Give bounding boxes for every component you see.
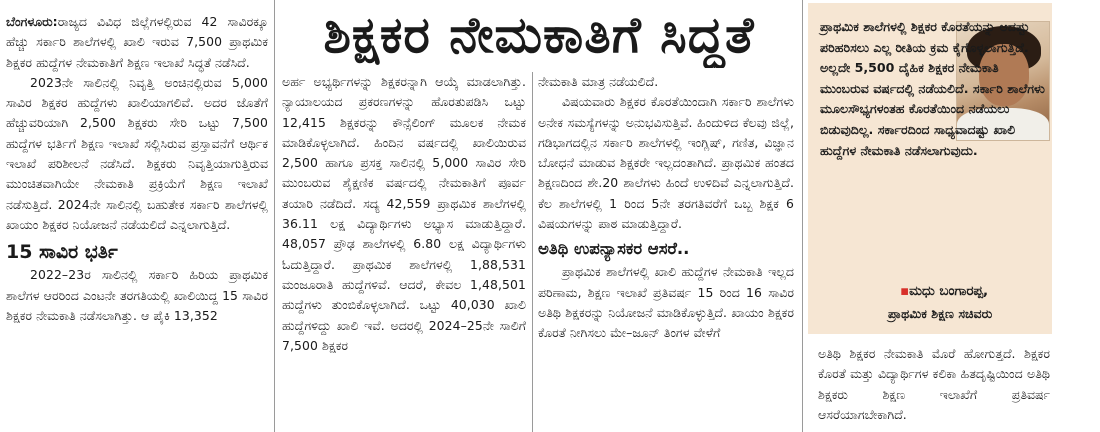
column-divider	[274, 0, 275, 432]
quote-body: ಪ್ರಾಥಮಿಕ ಶಾಲೆಗಳಲ್ಲಿ ಶಿಕ್ಷಕರ ಕೊರತೆಯನ್ನು ಆದಷ್ಟು ಪರಿಹರಿಸಲು ಎಲ್ಲ ರೀತಿಯ ಕ್ರಮ ಕೈಗೊಳ್ಳಲಾಗುತ್ತಿದೆ. ಅಲ್ಲದೇ 5,500 ದೈಹಿಕ ಶಿಕ್ಷಕರ ನೇಮಕಾತಿ ಮುಂಬರುವ ವರ್ಷದಲ್ಲಿ ನಡೆಯಲಿದೆ. ಸರ್ಕಾರಿ ಶಾಲೆಗಳು ಮೂಲಸೌಭ್ಯಗಳಂತಹ ಕೊರತೆಯಿಂದ ನಡೆಯಲು ಬಿಡುವುದಿಲ್ಲ. ಸರ್ಕಾರದಿಂದ ಸಾಧ್ಯವಾದಷ್ಟು ಖಾಲಿ ಹುದ್ದೆಗಳ ನೇಮಕಾತಿ ನಡೆಸಲಾಗುವುದು.	[820, 19, 1045, 158]
article-column-2	[282, 72, 526, 356]
paragraph: ನೇಮಕಾತಿ ಮಾತ್ರ ನಡೆಯಲಿದೆ.	[538, 74, 659, 89]
section-subhead: ಅತಿಥಿ ಉಪನ್ಯಾಸಕರ ಆಸರೆ..	[538, 239, 690, 259]
paragraph: ಪ್ರಾಥಮಿಕ ಶಾಲೆಗಳಲ್ಲಿ ಖಾಲಿ ಹುದ್ದೆಗಳ ನೇಮಕಾತಿ ಇಲ್ಲದ ಪರಿಣಾಮ, ಶಿಕ್ಷಣ ಇಲಾಖೆ ಪ್ರತಿವರ್ಷ 15 ರಿಂದ 16 ಸಾವಿರ ಅತಿಥಿ ಶಿಕ್ಷಕರನ್ನು ನಿಯೋಜನೆ ಮಾಡಿಕೊಳ್ಳುತ್ತಿದೆ. ಖಾಯಂ ಶಿಕ್ಷಕರ ಕೊರತೆ ನೀಗಿಸಲು ಮೇ–ಜೂನ್ ತಿಂಗಳ ವೇಳೆಗೆ	[538, 264, 794, 341]
paragraph: ವಿಷಯವಾರು ಶಿಕ್ಷಕರ ಕೊರತೆಯಿಂದಾಗಿ ಸರ್ಕಾರಿ ಶಾಲೆಗಳು ಅನೇಕ ಸಮಸ್ಯೆಗಳನ್ನು ಅನುಭವಿಸುತ್ತಿವೆ. ಹಿಂದುಳಿದ ಕೆಲವು ಜಿಲ್ಲೆ, ಗಡಿಭಾಗದಲ್ಲಿನ ಸರ್ಕಾರಿ ಶಾಲೆಗಳಲ್ಲಿ ಇಂಗ್ಲಿಷ್, ಗಣಿತ, ವಿಜ್ಞಾನ ಬೋಧನೆ ಮಾಡುವ ಶಿಕ್ಷಕರೇ ಇಲ್ಲದಂತಾಗಿದೆ. ಪ್ರಾಥಮಿಕ ಹಂತದ ಶಿಕ್ಷಣದಿಂದ ಶೇ.20 ಶಾಲೆಗಳು ಹಿಂದೆ ಉಳಿದಿವೆ ಎನ್ನಲಾಗುತ್ತಿದೆ. ಕೆಲ ಶಾಲೆಗಳಲ್ಲಿ 1 ರಿಂದ 5ನೇ ತರಗತಿವರೆಗೆ ಒಬ್ಬ ಶಿಕ್ಷಕ 6 ವಿಷಯಗಳನ್ನು ಪಾಠ ಮಾಡುತ್ತಿದ್ದಾರೆ.	[538, 94, 794, 232]
author-name: ಮಧು ಬಂಗಾರಪ್ಪ,	[909, 284, 989, 299]
column-divider	[532, 72, 533, 432]
section-subhead: 15 ಸಾವಿರ ಭರ್ತಿ	[6, 241, 118, 264]
paragraph: 2023ನೇ ಸಾಲಿನಲ್ಲಿ ನಿವೃತ್ತಿ ಅಂಚಿನಲ್ಲಿರುವ 5,000 ಸಾವಿರ ಶಿಕ್ಷಕರ ಹುದ್ದೆಗಳು ಖಾಲಿಯಾಗಲಿವೆ. ಅದರ ಜೊತೆಗೆ ಹೆಚ್ಚುವರಿಯಾಗಿ 2,500 ಶಿಕ್ಷಕರು ಸೇರಿ ಒಟ್ಟು 7,500 ಹುದ್ದೆಗಳ ಭರ್ತಿಗೆ ಶಿಕ್ಷಣ ಇಲಾಖೆ ಸಲ್ಲಿಸಿರುವ ಪ್ರಸ್ತಾವನೆಗೆ ಆರ್ಥಿಕ ಇಲಾಖೆ ಪರಿಶೀಲನೆ ನಡೆಸಿದೆ. ಶಿಕ್ಷಕರು ನಿವೃತ್ತಿಯಾಗುತ್ತಿರುವ ಮುಂಚಿತವಾಗಿಯೇ ನೇಮಕಾತಿ ಪ್ರಕ್ರಿಯೆಗೆ ಶಿಕ್ಷಣ ಇಲಾಖೆ ನಡೆಸುತ್ತಿದೆ. 2024ನೇ ಸಾಲಿನಲ್ಲಿ ಬಹುತೇಕ ಸರ್ಕಾರಿ ಶಾಲೆಗಳಲ್ಲಿ ಖಾಯಂ ಶಿಕ್ಷಕರ ನಿಯೋಜನೆ ನಡೆಯಲಿದೆ ಎನ್ನಲಾಗುತ್ತಿದೆ.	[6, 74, 268, 232]
paragraph: ಅರ್ಹ ಅಭ್ಯರ್ಥಿಗಳನ್ನು ಶಿಕ್ಷಕರನ್ನಾಗಿ ಆಯ್ಕೆ ಮಾಡಲಾಗಿತ್ತು. ನ್ಯಾಯಾಲಯದ ಪ್ರಕರಣಗಳನ್ನು ಹೊರತುಪಡಿಸಿ ಒಟ್ಟು 12,415 ಶಿಕ್ಷಕರನ್ನು ಕೌನ್ಸೆಲಿಂಗ್ ಮೂಲಕ ನೇಮಕ ಮಾಡಿಕೊಳ್ಳಲಾಗಿದೆ. ಹಿಂದಿನ ವರ್ಷದಲ್ಲಿ ಖಾಲಿಯಿರುವ 2,500 ಹಾಗೂ ಪ್ರಸಕ್ತ ಸಾಲಿನಲ್ಲಿ 5,000 ಸಾವಿರ ಸೇರಿ ಮುಂಬರುವ ಶೈಕ್ಷಣಿಕ ವರ್ಷದಲ್ಲಿ ನೇಮಕಾತಿಗೆ ಪೂರ್ವ ತಯಾರಿ ನಡೆದಿದೆ. ಸದ್ಯ 42,559 ಪ್ರಾಥಮಿಕ ಶಾಲೆಗಳಲ್ಲಿ 36.11 ಲಕ್ಷ ವಿದ್ಯಾರ್ಥಿಗಳು ಅಭ್ಯಾಸ ಮಾಡುತ್ತಿದ್ದಾರೆ. 48,057 ಪ್ರೌಢ ಶಾಲೆಗಳಲ್ಲಿ 6.80 ಲಕ್ಷ ವಿದ್ಯಾರ್ಥಿಗಳು ಓದುತ್ತಿದ್ದಾರೆ. ಪ್ರಾಥಮಿಕ ಶಾಲೆಗಳಲ್ಲಿ 1,88,531 ಮಂಜೂರಾತಿ ಹುದ್ದೆಗಳಿವೆ. ಆದರೆ, ಕೇವಲ 1,48,501 ಹುದ್ದೆಗಳು ತುಂಬಿಕೊಳ್ಳಲಾಗಿದೆ. ಒಟ್ಟು 40,030 ಖಾಲಿ ಹುದ್ದೆಗಳಿದ್ದು ಖಾಲಿ ಇವೆ. ಅದರಲ್ಲಿ 2024–25ನೇ ಸಾಲಿಗೆ 7,500 ಶಿಕ್ಷಕರ	[282, 74, 526, 353]
dateline-place: ಬೆಂಗಳೂರು:	[6, 14, 58, 29]
author-title: ಪ್ರಾಥಮಿಕ ಶಿಕ್ಷಣ ಸಚಿವರು	[888, 306, 993, 321]
author-bullet: ▪	[900, 284, 910, 299]
headline: ಶಿಕ್ಷಕರ ನೇಮಕಾತಿಗೆ ಸಿದ್ಧತೆ	[323, 6, 755, 64]
article-column-3	[538, 72, 794, 344]
article-column-1	[6, 12, 268, 326]
quote-text	[820, 17, 1046, 161]
article-column-4	[818, 344, 1050, 425]
paragraph: 2022–23ರ ಸಾಲಿನಲ್ಲಿ ಸರ್ಕಾರಿ ಹಿರಿಯ ಪ್ರಾಥಮಿಕ ಶಾಲೆಗಳ ಆರರಿಂದ ಎಂಟನೇ ತರಗತಿಯಲ್ಲಿ ಖಾಲಿಯಿದ್ದ 15 ಸಾವಿರ ಶಿಕ್ಷಕರ ನೇಮಕಾತಿ ನಡೆಸಲಾಗಿತ್ತು. ಆ ಪೈಕಿ 13,352	[6, 267, 268, 323]
quote-author	[900, 284, 988, 299]
paragraph-text: ರಾಜ್ಯದ ವಿವಿಧ ಜಿಲ್ಲೆಗಳಲ್ಲಿರುವ 42 ಸಾವಿರಕ್ಕೂ ಹೆಚ್ಚು ಸರ್ಕಾರಿ ಶಾಲೆಗಳಲ್ಲಿ ಖಾಲಿ ಇರುವ 7,500 ಪ್ರಾಥಮಿಕ ಶಿಕ್ಷಕರ ಹುದ್ದೆಗಳ ನೇಮಕಾತಿಗೆ ಶಿಕ್ಷಣ ಇಲಾಖೆ ಸಿದ್ಧತೆ ನಡೆಸಿದೆ.	[6, 14, 268, 70]
column-divider	[802, 0, 803, 432]
dateline-paragraph	[6, 12, 268, 73]
paragraph: ಅತಿಥಿ ಶಿಕ್ಷಕರ ನೇಮಕಾತಿ ಮೊರೆ ಹೋಗುತ್ತದೆ. ಶಿಕ್ಷಕರ ಕೊರತೆ ಮತ್ತು ವಿದ್ಯಾರ್ಥಿಗಳ ಕಲಿಕಾ ಹಿತದೃಷ್ಟಿಯಿಂದ ಅತಿಥಿ ಶಿಕ್ಷಕರು ಶಿಕ್ಷಣ ಇಲಾಖೆಗೆ ಪ್ರತಿವರ್ಷ ಆಸರೆಯಾಗಬೇಕಾಗಿದೆ.	[818, 346, 1050, 422]
